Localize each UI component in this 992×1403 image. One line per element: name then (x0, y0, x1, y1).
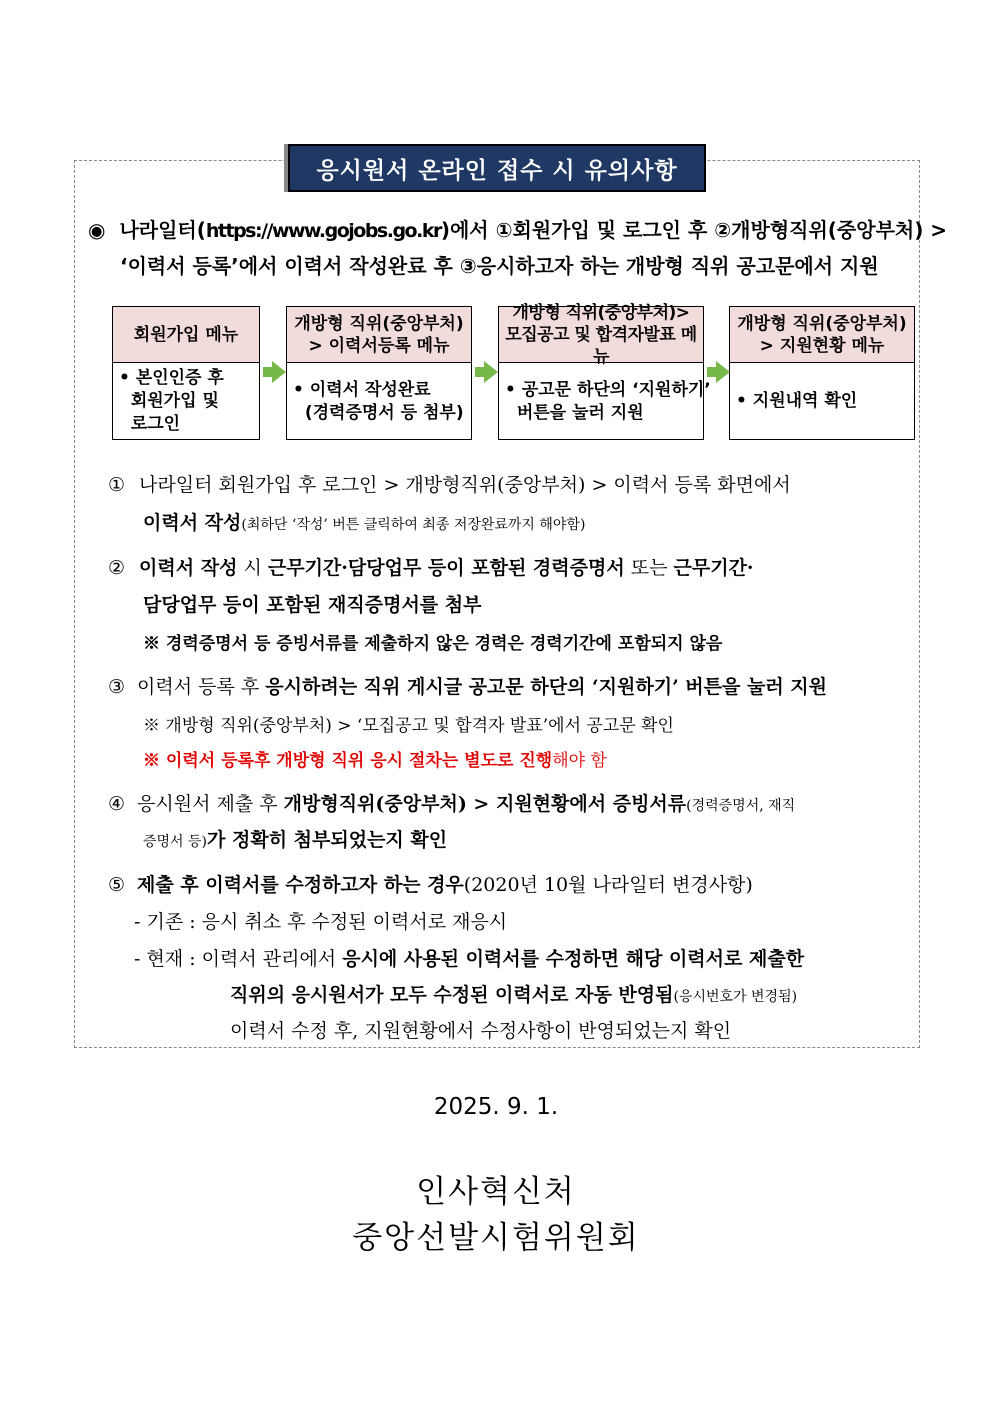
arrow-right-icon (716, 361, 730, 383)
org-name-2: 중앙선발시험위원회 (352, 1220, 640, 1256)
org-name-1: 인사혁신처 (416, 1174, 576, 1210)
step-body: • 지원내역 확인 (736, 391, 858, 411)
bullet-icon: ◉ (88, 218, 106, 242)
step-head: 개방형 직위(중앙부처) > 지원현황 메뉴 (730, 307, 914, 363)
step-head: 회원가입 메뉴 (113, 307, 259, 363)
item-2-line-2: 담당업무 등이 포함된 재직증명서를 첨부 (143, 594, 482, 616)
item-1-line-2: 이력서 작성(최하단 ‘작성’ 버튼 클릭하여 최종 저장완료까지 해야함) (143, 512, 586, 534)
step-status (729, 306, 915, 440)
item-5-line-1: ⑤ 제출 후 이력서를 수정하고자 하는 경우(2020년 10월 나라일터 변경사항) (108, 874, 753, 896)
step-body: • 이력서 작성완료 (경력증명서 등 첨부) (293, 379, 464, 423)
item-2-note: ※ 경력증명서 등 증빙서류를 제출하지 않은 경력은 경력기간에 포함되지 않음 (143, 634, 723, 654)
item-5-prev: - 기존 : 응시 취소 후 수정된 이력서로 재응시 (134, 911, 508, 933)
intro-line-1: ◉ 나라일터(https://www.gojobs.go.kr)에서 ①회원가입 및 로그인 후 ②개방형직위(중앙부처) > (88, 218, 948, 242)
step-head: 개방형 직위(중앙부처)> 모집공고 및 합격자발표 메뉴 (499, 307, 703, 363)
item-4-line-1: ④ 응시원서 제출 후 개방형직위(중앙부처) > 지원현황에서 증빙서류(경력증명서, 재직 (108, 793, 796, 815)
arrow-right-icon (484, 361, 498, 383)
item-5-cur-line-2: 직위의 응시원서가 모두 수정된 이력서로 자동 반영됨(응시번호가 변경됨) (230, 984, 798, 1006)
step-body: • 공고문 하단의 ‘지원하기’ 버튼을 눌러 지원 (505, 379, 711, 423)
item-3-line-1: ③ 이력서 등록 후 응시하려는 직위 게시글 공고문 하단의 ‘지원하기’ 버튼을 눌러 지원 (108, 676, 828, 698)
step-signup (112, 306, 260, 440)
item-4-line-2: 증명서 등)가 정확히 첨부되었는지 확인 (143, 829, 448, 851)
step-resume (286, 306, 472, 440)
item-5-cur-line-3: 이력서 수정 후, 지원현황에서 수정사항이 반영되었는지 확인 (230, 1020, 732, 1042)
step-body: • 본인인증 후 회원가입 및 로그인 (119, 368, 224, 434)
step-head: 개방형 직위(중앙부처) > 이력서등록 메뉴 (287, 307, 471, 363)
intro-line-2: ‘이력서 등록’에서 이력서 작성완료 후 ③응시하고자 하는 개방형 직위 공고문에서 지원 (120, 254, 879, 278)
item-2-line-1: ② 이력서 작성 시 근무기간·담당업무 등이 포함된 경력증명서 또는 근무기간· (108, 557, 754, 579)
notice-title: 응시원서 온라인 접수 시 유의사항 (288, 144, 706, 192)
notice-date: 2025. 9. 1. (433, 1094, 559, 1120)
step-recruit (498, 302, 711, 440)
gojobs-link[interactable]: https://www.gojobs.go.kr (205, 220, 441, 242)
item-3-note-2: ※ 이력서 등록후 개방형 직위 응시 절차는 별도로 진행해야 함 (143, 751, 607, 771)
item-5-cur-line-1: - 현재 : 이력서 관리에서 응시에 사용된 이력서를 수정하면 해당 이력서로 제출한 (134, 948, 805, 970)
item-3-note-1: ※ 개방형 직위(중앙부처) > ‘모집공고 및 합격자 발표’에서 공고문 확인 (143, 716, 674, 736)
arrow-right-icon (272, 361, 286, 383)
item-1-line-1: ① 나라일터 회원가입 후 로그인 > 개방형직위(중앙부처) > 이력서 등록 화면에서 (108, 474, 791, 496)
